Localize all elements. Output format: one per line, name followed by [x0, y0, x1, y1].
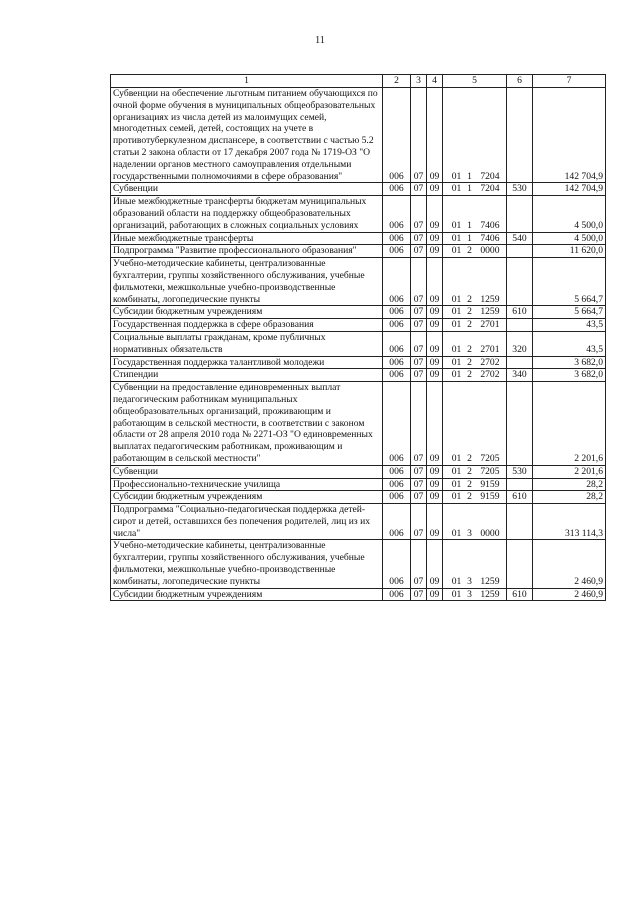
row-subsection-code: 09 — [427, 588, 443, 601]
row-target-article — [443, 356, 507, 369]
row-ministry-code: 006 — [383, 478, 411, 491]
row-target-program: 01 — [451, 170, 462, 182]
row-ministry-code: 006 — [383, 232, 411, 245]
row-name: Субсидии бюджетным учреждениям — [111, 306, 383, 319]
row-target-subprogram: 1 — [467, 232, 472, 244]
row-section-code: 07 — [411, 183, 427, 196]
row-target-subprogram: 2 — [467, 369, 472, 381]
row-target-direction: 0000 — [480, 527, 500, 539]
row-expense-type — [507, 356, 533, 369]
row-subsection-code: 09 — [427, 465, 443, 478]
row-target-program: 01 — [451, 245, 462, 257]
table-row — [111, 319, 606, 332]
row-name: Субсидии бюджетным учреждениям — [111, 588, 383, 601]
header-cell: 4 — [427, 75, 443, 88]
row-name: Учебно-методические кабинеты, централизованные бухгалтерии, группы хозяйственного обслуживания, учебные фильмотеки, межшкольные учебно-производственные комбинаты, логопедические пункты — [111, 540, 383, 588]
row-subsection-code: 09 — [427, 306, 443, 319]
row-target-program: 01 — [451, 343, 462, 355]
row-target-subprogram: 1 — [467, 170, 472, 182]
row-amount: 2 201,6 — [533, 465, 606, 478]
row-ministry-code: 006 — [383, 183, 411, 196]
row-amount: 3 682,0 — [533, 369, 606, 382]
row-ministry-code: 006 — [383, 491, 411, 504]
row-target-subprogram: 2 — [467, 491, 472, 503]
row-expense-type: 610 — [507, 491, 533, 504]
row-target-subprogram: 2 — [467, 478, 472, 490]
row-amount: 3 682,0 — [533, 356, 606, 369]
row-target-direction: 2702 — [480, 356, 500, 368]
row-target-subprogram: 2 — [467, 245, 472, 257]
row-name: Социальные выплаты гражданам, кроме публичных нормативных обязательств — [111, 331, 383, 356]
row-target-article — [443, 369, 507, 382]
row-ministry-code: 006 — [383, 540, 411, 588]
row-amount: 43,5 — [533, 331, 606, 356]
row-expense-type: 320 — [507, 331, 533, 356]
row-section-code: 07 — [411, 465, 427, 478]
row-name: Подпрограмма "Социально-педагогическая поддержка детей-сирот и детей, оставшихся без попечения родителей, лиц из их числа" — [111, 504, 383, 540]
row-amount: 5 664,7 — [533, 306, 606, 319]
table-row — [111, 183, 606, 196]
row-subsection-code: 09 — [427, 88, 443, 183]
table-row — [111, 258, 606, 306]
row-section-code: 07 — [411, 356, 427, 369]
row-ministry-code: 006 — [383, 356, 411, 369]
row-name: Учебно-методические кабинеты, централизованные бухгалтерии, группы хозяйственного обслуживания, учебные фильмотеки, межшкольные учебно-производственные комбинаты, логопедические пункты — [111, 258, 383, 306]
table-row — [111, 245, 606, 258]
row-target-program: 01 — [451, 478, 462, 490]
row-target-subprogram: 2 — [467, 452, 472, 464]
row-target-article — [443, 588, 507, 601]
header-cell: 3 — [411, 75, 427, 88]
row-amount: 142 704,9 — [533, 88, 606, 183]
header-cell: 1 — [111, 75, 383, 88]
row-target-article — [443, 183, 507, 196]
row-target-program: 01 — [451, 219, 462, 231]
row-amount: 43,5 — [533, 319, 606, 332]
row-target-program: 01 — [451, 452, 462, 464]
row-expense-type — [507, 245, 533, 258]
row-target-subprogram: 3 — [467, 527, 472, 539]
row-target-direction: 9159 — [480, 478, 500, 490]
row-target-subprogram: 3 — [467, 588, 472, 600]
row-expense-type — [507, 88, 533, 183]
row-subsection-code: 09 — [427, 183, 443, 196]
row-target-subprogram: 2 — [467, 293, 472, 305]
row-subsection-code: 09 — [427, 319, 443, 332]
row-target-article — [443, 382, 507, 466]
row-target-direction: 7204 — [480, 183, 500, 195]
row-target-article — [443, 504, 507, 540]
row-subsection-code: 09 — [427, 504, 443, 540]
row-target-program: 01 — [451, 183, 462, 195]
row-target-program: 01 — [451, 575, 462, 587]
row-amount: 2 201,6 — [533, 382, 606, 466]
row-target-article — [443, 196, 507, 232]
row-subsection-code: 09 — [427, 356, 443, 369]
row-target-article — [443, 540, 507, 588]
row-target-program: 01 — [451, 369, 462, 381]
row-section-code: 07 — [411, 478, 427, 491]
row-amount: 5 664,7 — [533, 258, 606, 306]
row-target-direction: 1259 — [480, 575, 500, 587]
row-ministry-code: 006 — [383, 465, 411, 478]
row-expense-type — [507, 319, 533, 332]
row-section-code: 07 — [411, 232, 427, 245]
row-target-direction: 0000 — [480, 245, 500, 257]
row-ministry-code: 006 — [383, 245, 411, 258]
row-name: Субвенции на предоставление единовременных выплат педагогическим работникам муниципальных общеобразовательных организаций, проживающим и работающим в сельской местности, в соответствии с законом области от 28 апреля 2010 года № 2271-ОЗ "О единовременных выплатах педагогическим работникам, проживающим и работающим в сельской местности" — [111, 382, 383, 466]
row-target-direction: 9159 — [480, 491, 500, 503]
row-ministry-code: 006 — [383, 382, 411, 466]
row-target-article — [443, 478, 507, 491]
row-expense-type: 340 — [507, 369, 533, 382]
row-subsection-code: 09 — [427, 540, 443, 588]
row-target-program: 01 — [451, 356, 462, 368]
row-target-program: 01 — [451, 306, 462, 318]
row-ministry-code: 006 — [383, 258, 411, 306]
row-target-subprogram: 3 — [467, 575, 472, 587]
header-cell: 7 — [533, 75, 606, 88]
row-target-article — [443, 258, 507, 306]
row-target-program: 01 — [451, 527, 462, 539]
row-target-direction: 2701 — [480, 343, 500, 355]
row-section-code: 07 — [411, 588, 427, 601]
row-expense-type — [507, 540, 533, 588]
row-target-program: 01 — [451, 319, 462, 331]
row-name: Иные межбюджетные трансферты бюджетам муниципальных образований области на поддержку общеобразовательных организаций, работающих в сложных социальных условиях — [111, 196, 383, 232]
row-name: Субвенции — [111, 183, 383, 196]
row-name: Субвенции — [111, 465, 383, 478]
row-target-article — [443, 331, 507, 356]
row-subsection-code: 09 — [427, 331, 443, 356]
row-section-code: 07 — [411, 369, 427, 382]
row-ministry-code: 006 — [383, 196, 411, 232]
table-row — [111, 465, 606, 478]
row-subsection-code: 09 — [427, 369, 443, 382]
row-expense-type — [507, 478, 533, 491]
row-target-article — [443, 232, 507, 245]
row-expense-type: 540 — [507, 232, 533, 245]
row-amount: 4 500,0 — [533, 196, 606, 232]
row-amount: 2 460,9 — [533, 540, 606, 588]
row-amount: 11 620,0 — [533, 245, 606, 258]
row-expense-type — [507, 196, 533, 232]
row-amount: 142 704,9 — [533, 183, 606, 196]
row-target-article — [443, 245, 507, 258]
row-target-subprogram: 1 — [467, 219, 472, 231]
row-target-direction: 7205 — [480, 465, 500, 477]
row-target-subprogram: 2 — [467, 356, 472, 368]
row-amount: 2 460,9 — [533, 588, 606, 601]
row-target-article — [443, 491, 507, 504]
row-target-program: 01 — [451, 465, 462, 477]
row-target-direction: 1259 — [480, 293, 500, 305]
row-ministry-code: 006 — [383, 319, 411, 332]
row-ministry-code: 006 — [383, 504, 411, 540]
row-section-code: 07 — [411, 258, 427, 306]
row-target-program: 01 — [451, 588, 462, 600]
row-target-subprogram: 2 — [467, 343, 472, 355]
row-target-direction: 1259 — [480, 588, 500, 600]
row-section-code: 07 — [411, 245, 427, 258]
row-subsection-code: 09 — [427, 245, 443, 258]
row-section-code: 07 — [411, 331, 427, 356]
table-row — [111, 369, 606, 382]
row-name: Субсидии бюджетным учреждениям — [111, 491, 383, 504]
row-target-article — [443, 319, 507, 332]
row-name: Иные межбюджетные трансферты — [111, 232, 383, 245]
table-row — [111, 588, 606, 601]
row-name: Субвенции на обеспечение льготным питанием обучающихся по очной форме обучения в муниципальных общеобразовательных организациях из числа детей из малоимущих семей, многодетных семей, детей, состоящих на учете в противотуберкулезном диспансере, в соответствии с частью 5.2 статьи 2 закона области от 17 декабря 2007 года № 1719-ОЗ "О наделении органов местного самоуправления отдельными государственными полномочиями в сфере образования" — [111, 88, 383, 183]
row-name: Государственная поддержка в сфере образования — [111, 319, 383, 332]
row-section-code: 07 — [411, 306, 427, 319]
table-row — [111, 356, 606, 369]
row-expense-type — [507, 258, 533, 306]
row-target-article — [443, 465, 507, 478]
row-name: Государственная поддержка талантливой молодежи — [111, 356, 383, 369]
header-cell: 5 — [443, 75, 507, 88]
row-target-direction: 1259 — [480, 306, 500, 318]
row-subsection-code: 09 — [427, 232, 443, 245]
row-target-subprogram: 1 — [467, 183, 472, 195]
row-subsection-code: 09 — [427, 491, 443, 504]
row-ministry-code: 006 — [383, 331, 411, 356]
row-target-direction: 2701 — [480, 319, 500, 331]
row-target-program: 01 — [451, 293, 462, 305]
row-subsection-code: 09 — [427, 196, 443, 232]
table-row — [111, 331, 606, 356]
table-row — [111, 232, 606, 245]
row-ministry-code: 006 — [383, 588, 411, 601]
row-ministry-code: 006 — [383, 88, 411, 183]
row-amount: 4 500,0 — [533, 232, 606, 245]
header-cell: 2 — [383, 75, 411, 88]
row-subsection-code: 09 — [427, 382, 443, 466]
table-row — [111, 478, 606, 491]
row-expense-type: 610 — [507, 306, 533, 319]
row-section-code: 07 — [411, 504, 427, 540]
row-ministry-code: 006 — [383, 306, 411, 319]
row-section-code: 07 — [411, 88, 427, 183]
row-ministry-code: 006 — [383, 369, 411, 382]
row-expense-type: 530 — [507, 183, 533, 196]
row-amount: 28,2 — [533, 491, 606, 504]
table-row — [111, 540, 606, 588]
row-target-program: 01 — [451, 232, 462, 244]
row-expense-type: 610 — [507, 588, 533, 601]
header-cell: 6 — [507, 75, 533, 88]
row-target-subprogram: 2 — [467, 319, 472, 331]
row-target-direction: 2702 — [480, 369, 500, 381]
row-section-code: 07 — [411, 319, 427, 332]
row-amount: 313 114,3 — [533, 504, 606, 540]
table-row — [111, 196, 606, 232]
row-section-code: 07 — [411, 382, 427, 466]
row-target-subprogram: 2 — [467, 306, 472, 318]
row-target-direction: 7205 — [480, 452, 500, 464]
row-target-article — [443, 306, 507, 319]
row-subsection-code: 09 — [427, 478, 443, 491]
row-target-subprogram: 2 — [467, 465, 472, 477]
row-section-code: 07 — [411, 196, 427, 232]
row-section-code: 07 — [411, 540, 427, 588]
row-expense-type — [507, 504, 533, 540]
row-target-article — [443, 88, 507, 183]
row-amount: 28,2 — [533, 478, 606, 491]
row-expense-type — [507, 382, 533, 466]
row-target-direction: 7406 — [480, 219, 500, 231]
page-number: 11 — [315, 35, 325, 46]
budget-table — [110, 74, 606, 601]
table-row — [111, 88, 606, 183]
table-row — [111, 382, 606, 466]
row-name: Профессионально-технические училища — [111, 478, 383, 491]
row-expense-type: 530 — [507, 465, 533, 478]
row-target-direction: 7406 — [480, 232, 500, 244]
table-row — [111, 306, 606, 319]
header-row — [111, 75, 606, 88]
row-name: Подпрограмма "Развитие профессионального образования" — [111, 245, 383, 258]
row-target-program: 01 — [451, 491, 462, 503]
table-row — [111, 504, 606, 540]
row-subsection-code: 09 — [427, 258, 443, 306]
row-section-code: 07 — [411, 491, 427, 504]
row-target-direction: 7204 — [480, 170, 500, 182]
row-name: Стипендии — [111, 369, 383, 382]
table-row — [111, 491, 606, 504]
